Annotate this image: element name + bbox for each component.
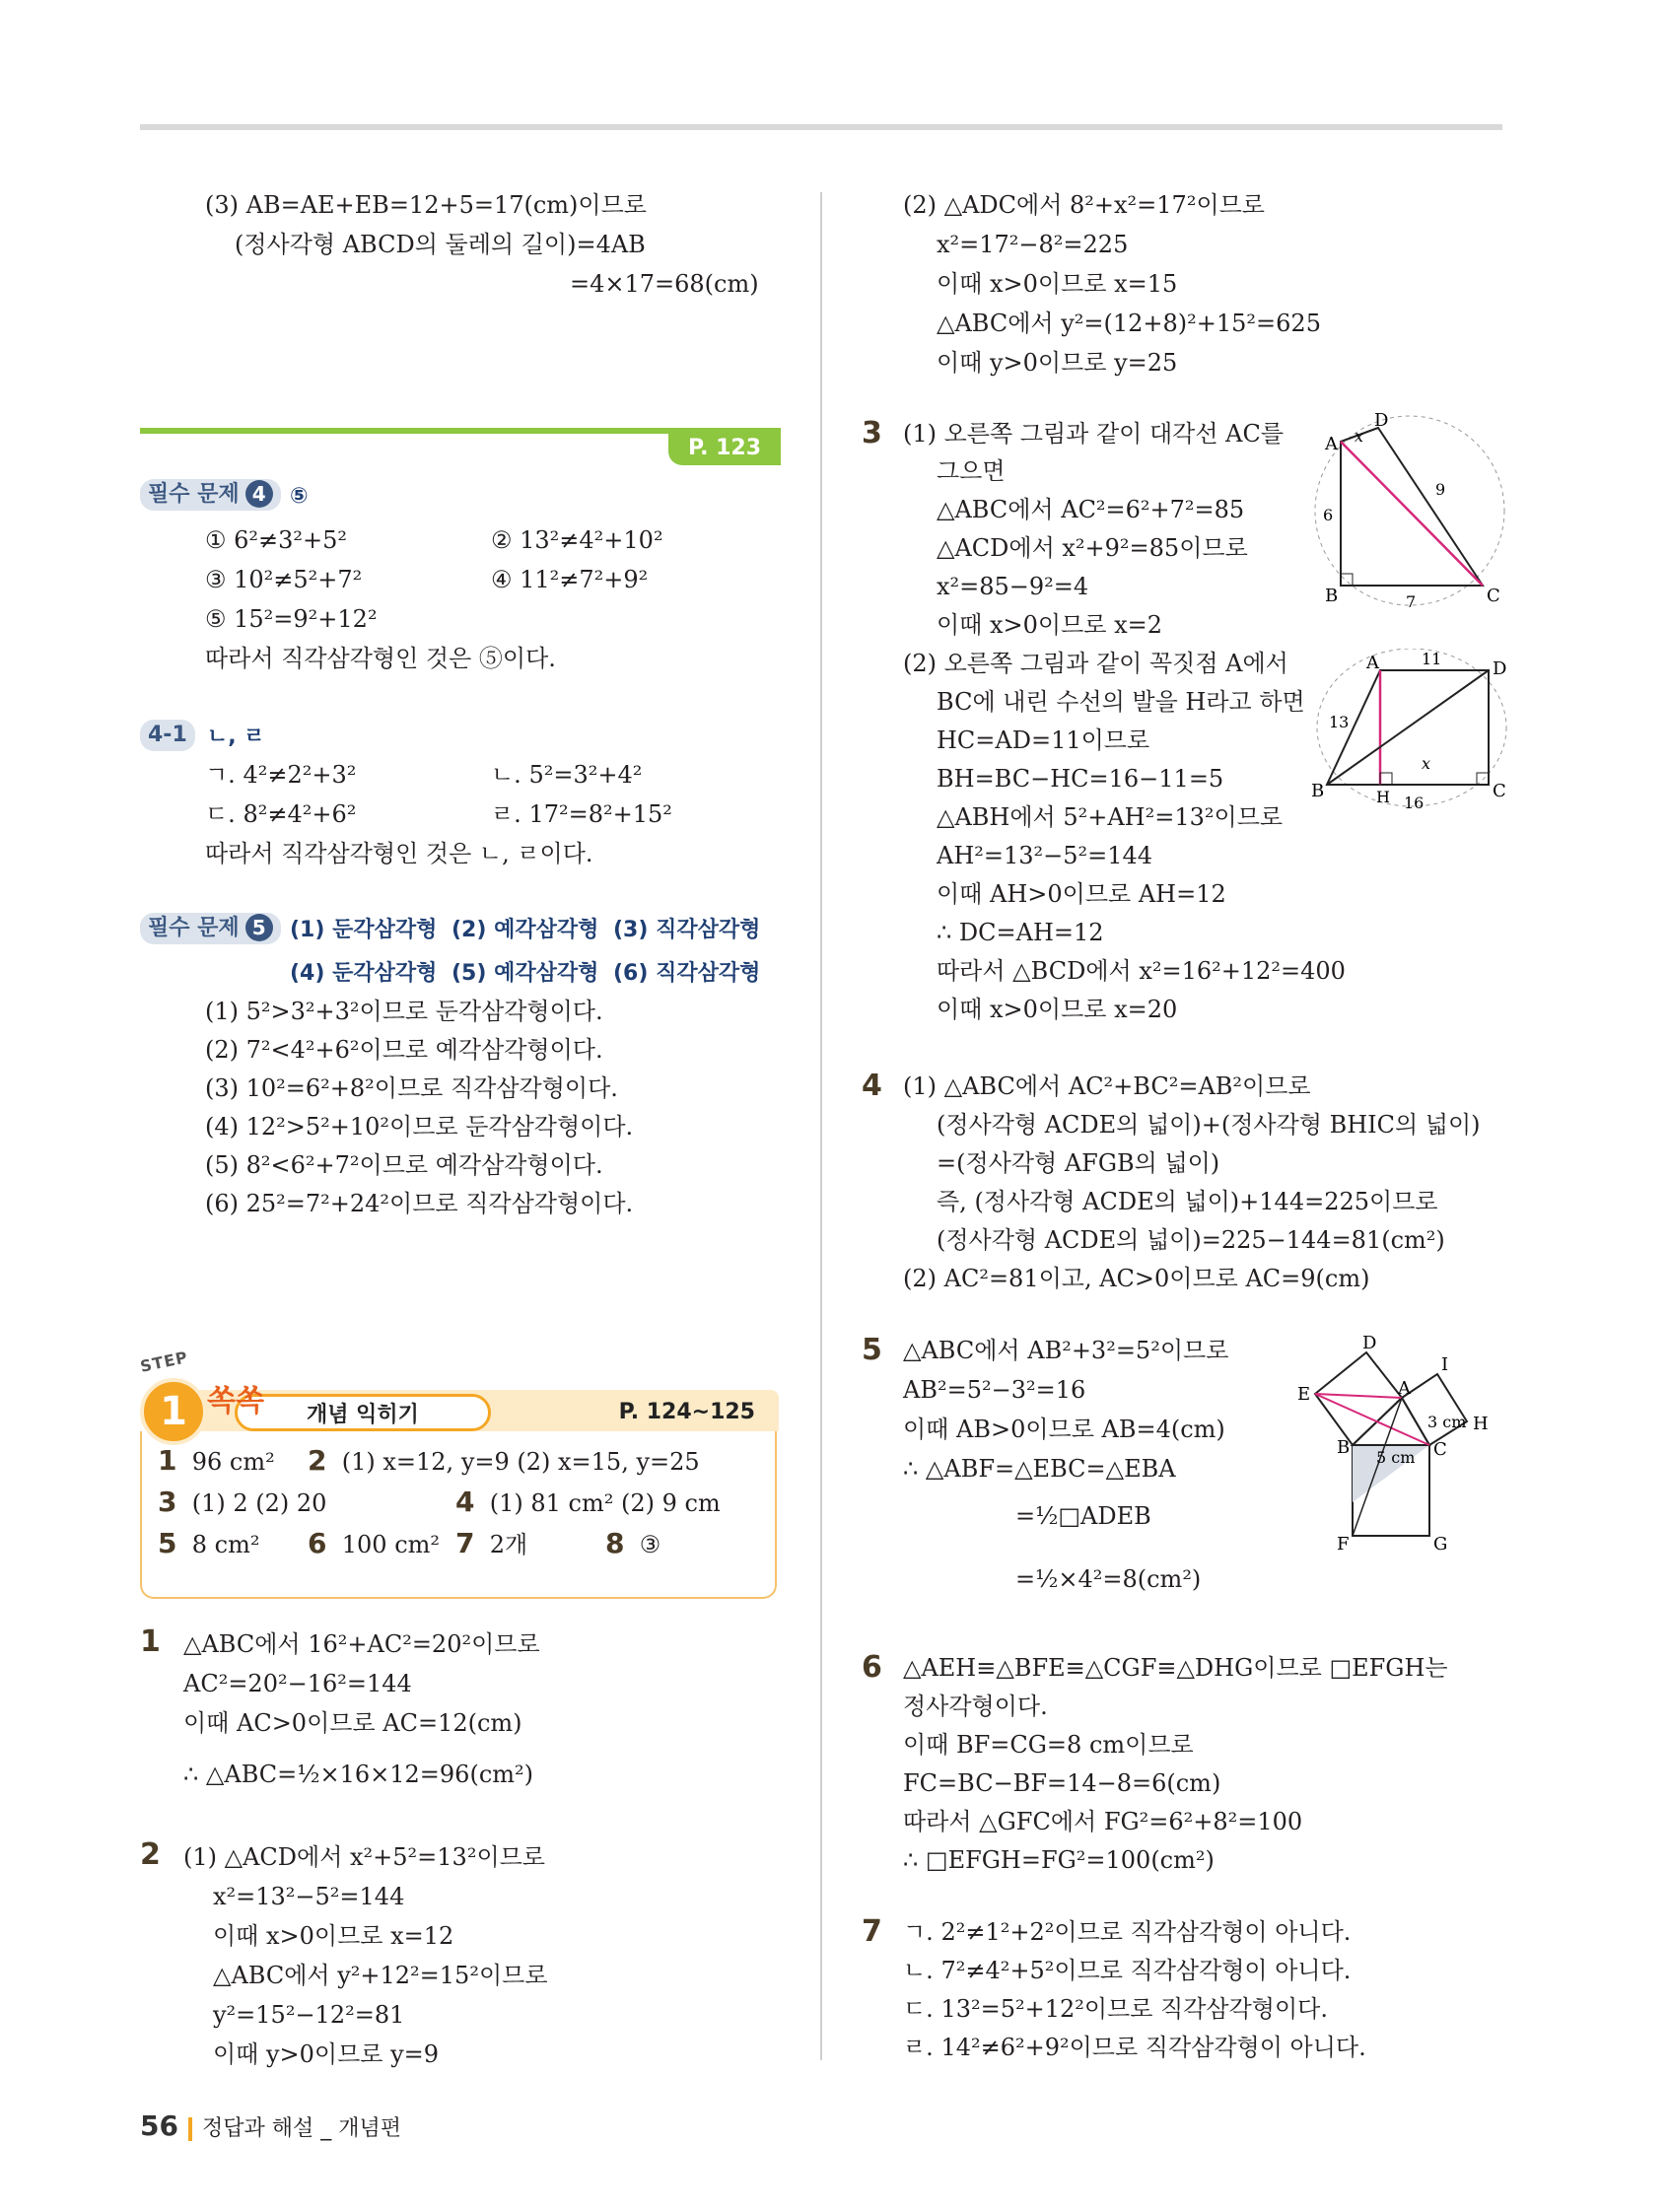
- right-top-line: 이때 x>0이므로 x=15: [937, 270, 1178, 298]
- sol7-line: ㄱ. 2²≠1²+2²이므로 직각삼각형이 아니다.: [903, 1918, 1352, 1946]
- fig3-label-A: A: [1325, 434, 1338, 454]
- sol3-line: △ABH에서 5²+AH²=13²이므로: [937, 803, 1284, 831]
- step-answer-5: [158, 1528, 259, 1560]
- sol1-line: AC²=20²−16²=144: [183, 1670, 412, 1697]
- fig5-label-G: G: [1433, 1534, 1448, 1555]
- step-answer-num: 6: [308, 1527, 327, 1559]
- top-rule: [140, 124, 1502, 130]
- sol3-line: ∴ DC=AH=12: [937, 919, 1104, 946]
- step-answer-7: [455, 1528, 527, 1560]
- step1-header: [179, 1390, 779, 1431]
- prob41-line: ㄱ. 4²≠2²+3²: [205, 761, 357, 789]
- sol7-line: ㄴ. 7²≠4²+5²이므로 직각삼각형이 아니다.: [903, 1957, 1352, 1984]
- footer-text: 정답과 해설 _ 개념편: [201, 2116, 401, 2141]
- sol2-number: 2: [140, 1837, 161, 1872]
- sol1-line: △ABC에서 16²+AC²=20²이므로: [183, 1630, 540, 1658]
- footer-bar: [188, 2117, 192, 2141]
- step-answer-6: [308, 1528, 440, 1560]
- prob41-line: ㄹ. 17²=8²+15²: [491, 800, 672, 828]
- footer: [140, 2109, 401, 2142]
- prob41-answer: ㄴ, ㄹ: [207, 725, 265, 749]
- sol4-line: (정사각형 ACDE의 넓이)=225−144=81(cm²): [937, 1226, 1445, 1254]
- sol3-line: x²=85−9²=4: [937, 573, 1089, 600]
- sol1-line: 이때 AC>0이므로 AC=12(cm): [183, 1709, 522, 1737]
- step-answer-text: (1) 2 (2) 20: [191, 1489, 327, 1517]
- left-top-line-1: (3) AB=AE+EB=12+5=17(cm)이므로: [205, 191, 647, 219]
- prob41-line: ㄷ. 8²≠4²+6²: [205, 800, 357, 828]
- prob5-line: (3) 10²=6²+8²이므로 직각삼각형이다.: [205, 1074, 618, 1102]
- fig3-label-D: D: [1374, 412, 1389, 431]
- prob5-answer: (1) 둔각삼각형: [290, 918, 438, 942]
- prob5-badge-num: 5: [245, 914, 273, 941]
- column-divider: [820, 192, 822, 2060]
- sol3-line: 이때 AH>0이므로 AH=12: [937, 880, 1226, 908]
- step1-answers: [140, 1431, 777, 1599]
- sol4-line: =(정사각형 AFGB의 넓이): [937, 1149, 1220, 1177]
- fig3-label-x: x: [1355, 427, 1364, 446]
- step-answer-4: [455, 1486, 721, 1519]
- fig3b-label-x: x: [1422, 754, 1431, 773]
- sol3-line: HC=AD=11이므로: [937, 726, 1150, 754]
- prob41-conclusion: 따라서 직각삼각형인 것은 ㄴ, ㄹ이다.: [205, 840, 593, 867]
- sol2-line: 이때 y>0이므로 y=9: [213, 2040, 440, 2068]
- fig5-pythagoras: [1291, 1335, 1508, 1563]
- page-number: 56: [140, 2109, 178, 2142]
- step1-box: [138, 1348, 779, 1599]
- page-tab: P. 123: [668, 432, 781, 465]
- sol3-line: (1) 오른쪽 그림과 같이 대각선 AC를: [903, 420, 1285, 448]
- prob4-badge: [140, 479, 281, 511]
- fig3b-label-C: C: [1493, 781, 1506, 801]
- sol6-line: 따라서 △GFC에서 FG²=6²+8²=100: [903, 1808, 1303, 1835]
- sol1-number: 1: [140, 1624, 161, 1659]
- right-top-line: △ABC에서 y²=(12+8)²+15²=625: [937, 310, 1321, 337]
- sol1-line: ∴ △ABC=½×16×12=96(cm²): [183, 1761, 533, 1788]
- fig5-label-C: C: [1433, 1439, 1447, 1460]
- sol5-line: △ABC에서 AB²+3²=5²이므로: [903, 1337, 1229, 1364]
- fig3b-diagonal: [1327, 670, 1489, 785]
- sol2-line: (1) △ACD에서 x²+5²=13²이므로: [183, 1843, 545, 1871]
- fig5-label-D: D: [1362, 1335, 1377, 1353]
- fig3-quad: [1341, 428, 1483, 586]
- fig3-label-7: 7: [1406, 592, 1417, 609]
- step-answer-8: [605, 1528, 660, 1560]
- sol5-number: 5: [862, 1333, 882, 1367]
- fig3b-label-H: H: [1376, 788, 1390, 806]
- sol7-line: ㄹ. 14²≠6²+9²이므로 직각삼각형이 아니다.: [903, 2034, 1366, 2061]
- fig5-label-B: B: [1337, 1437, 1351, 1458]
- step-answer-text: 2개: [489, 1531, 528, 1558]
- prob5-answer: (4) 둔각삼각형: [290, 961, 438, 986]
- fig3b-right-angle-h: [1380, 773, 1392, 785]
- sol6-line: FC=BC−BF=14−8=6(cm): [903, 1769, 1221, 1797]
- fig5-label-E: E: [1297, 1384, 1311, 1405]
- prob4-line: ③ 10²≠5²+7²: [205, 566, 363, 593]
- step-answer-num: 8: [605, 1527, 625, 1559]
- sol3-line: 그으면: [937, 457, 1006, 485]
- step-answer-text: 8 cm²: [191, 1531, 260, 1558]
- prob4-line: ① 6²≠3²+5²: [205, 526, 348, 554]
- fig3-right-angle: [1341, 574, 1353, 586]
- prob4-badge-num: 4: [245, 480, 273, 508]
- fig5-line-ea: [1315, 1394, 1402, 1398]
- fig5-label-3cm: 3 cm: [1427, 1413, 1467, 1431]
- prob4-badge-label: 필수 문제: [148, 482, 240, 507]
- step1-title: 개념 익히기: [235, 1394, 491, 1431]
- sol5-line: 이때 AB>0이므로 AB=4(cm): [903, 1416, 1225, 1443]
- fig3-label-B: B: [1325, 586, 1339, 606]
- prob5-line: (1) 5²>3²+3²이므로 둔각삼각형이다.: [205, 998, 603, 1025]
- step-answer-text: 96 cm²: [191, 1448, 275, 1476]
- step-answer-text: 100 cm²: [341, 1531, 441, 1558]
- sol6-number: 6: [862, 1650, 882, 1685]
- step-word: STEP: [138, 1348, 190, 1376]
- sol7-line: ㄷ. 13²=5²+12²이므로 직각삼각형이다.: [903, 1995, 1328, 2023]
- prob41-badge: 4-1: [140, 720, 195, 751]
- sol6-line: ∴ □EFGH=FG²=100(cm²): [903, 1846, 1215, 1874]
- fig3b-label-13: 13: [1329, 713, 1350, 731]
- prob5-answer: (3) 직각삼각형: [613, 918, 761, 942]
- fig3-label-6: 6: [1323, 506, 1334, 524]
- sol3-line: AH²=13²−5²=144: [937, 842, 1153, 869]
- sol5-line: ∴ △ABF=△EBC=△EBA: [903, 1455, 1176, 1483]
- fig5-label-F: F: [1337, 1534, 1350, 1555]
- prob4-answer: ⑤: [290, 484, 309, 509]
- sol6-line: △AEH≡△BFE≡△CGF≡△DHG이므로 □EFGH는: [903, 1654, 1448, 1682]
- sol5-line: AB²=5²−3²=16: [903, 1376, 1086, 1404]
- prob4-line: ⑤ 15²=9²+12²: [205, 605, 378, 633]
- fig3-diagonal: [1341, 442, 1483, 586]
- sol5-line: =½×4²=8(cm²): [1015, 1565, 1202, 1593]
- fig5-triangle: [1353, 1398, 1429, 1445]
- fig3-quadrilateral: [1311, 412, 1508, 609]
- step-answer-num: 4: [455, 1486, 475, 1518]
- step-answer-num: 1: [158, 1444, 177, 1477]
- sol3-line: 이때 x>0이므로 x=2: [937, 611, 1163, 639]
- sol4-line: (1) △ABC에서 AC²+BC²=AB²이므로: [903, 1072, 1311, 1100]
- sol2-line: △ABC에서 y²+12²=15²이므로: [213, 1962, 548, 1989]
- sol6-line: 이때 BF=CG=8 cm이므로: [903, 1731, 1194, 1759]
- sol2-line: 이때 x>0이므로 x=12: [213, 1922, 454, 1950]
- fig3-label-9: 9: [1435, 480, 1446, 499]
- fig3-trapezoid: [1311, 649, 1508, 816]
- sol7-number: 7: [862, 1914, 882, 1949]
- prob4-line: ② 13²≠4²+10²: [491, 526, 663, 554]
- prob4-line: ④ 11²≠7²+9²: [491, 566, 649, 593]
- right-top-line: 이때 y>0이므로 y=25: [937, 349, 1178, 377]
- fig3b-label-16: 16: [1404, 794, 1425, 812]
- step-answer-num: 2: [308, 1444, 327, 1477]
- right-top-line: (2) △ADC에서 8²+x²=17²이므로: [903, 191, 1265, 219]
- step-answer-3: [158, 1486, 326, 1519]
- sol3-line: (2) 오른쪽 그림과 같이 꼭짓점 A에서: [903, 650, 1288, 677]
- prob5-line: (6) 25²=7²+24²이므로 직각삼각형이다.: [205, 1190, 634, 1217]
- prob41-line: ㄴ. 5²=3²+4²: [491, 761, 643, 789]
- sol3-line: △ABC에서 AC²=6²+7²=85: [937, 496, 1245, 523]
- fig5-square-right: [1402, 1374, 1467, 1445]
- step-answer-text: (1) x=12, y=9 (2) x=15, y=25: [341, 1448, 700, 1476]
- sol5-line: =½□ADEB: [1015, 1502, 1151, 1530]
- fig5-label-I: I: [1441, 1354, 1449, 1375]
- step-answer-text: (1) 81 cm² (2) 9 cm: [489, 1489, 721, 1517]
- step1-number: 1: [140, 1378, 207, 1445]
- fig5-label-5cm: 5 cm: [1376, 1448, 1416, 1467]
- step-answer-1: [158, 1445, 275, 1478]
- left-top-line-2: (정사각형 ABCD의 둘레의 길이)=4AB: [235, 231, 646, 258]
- prob5-line: (5) 8²<6²+7²이므로 예각삼각형이다.: [205, 1151, 603, 1179]
- fig3-label-C: C: [1487, 586, 1500, 606]
- fig3b-label-D: D: [1493, 658, 1507, 679]
- sol4-line: (2) AC²=81이고, AC>0이므로 AC=9(cm): [903, 1265, 1370, 1292]
- step-answer-num: 3: [158, 1486, 177, 1518]
- fig5-line-ec: [1315, 1394, 1429, 1445]
- fig3b-label-11: 11: [1422, 650, 1442, 668]
- sol3-line: 이때 x>0이므로 x=20: [937, 996, 1178, 1023]
- prob5-badge: [140, 913, 281, 944]
- sol3-line: △ACD에서 x²+9²=85이므로: [937, 534, 1248, 562]
- sol4-line: 즉, (정사각형 ACDE의 넓이)+144=225이므로: [937, 1188, 1438, 1215]
- prob5-answer: (6) 직각삼각형: [613, 961, 761, 986]
- prob5-line: (4) 12²>5²+10²이므로 둔각삼각형이다.: [205, 1113, 634, 1141]
- sol6-line: 정사각형이다.: [903, 1693, 1048, 1720]
- step1-ssuk: 쏙쏙: [207, 1384, 264, 1418]
- step1-pages: P. 124~125: [618, 1400, 755, 1424]
- sol4-number: 4: [862, 1069, 882, 1103]
- sol3-number: 3: [862, 416, 882, 450]
- step-answer-2: [308, 1445, 700, 1478]
- fig5-label-H: H: [1473, 1414, 1489, 1434]
- fig5-label-A: A: [1398, 1378, 1411, 1399]
- prob5-badge-label: 필수 문제: [148, 916, 240, 940]
- prob5-answer: (2) 예각삼각형: [452, 918, 599, 942]
- sol2-line: y²=15²−12²=81: [213, 2001, 405, 2029]
- fig3b-label-A: A: [1366, 653, 1379, 673]
- prob4-conclusion: 따라서 직각삼각형인 것은 ⑤이다.: [205, 645, 556, 672]
- sol3-line: BH=BC−HC=16−11=5: [937, 765, 1224, 793]
- step-answer-num: 7: [455, 1527, 475, 1559]
- sol2-line: x²=13²−5²=144: [213, 1883, 405, 1910]
- sol4-line: (정사각형 ACDE의 넓이)+(정사각형 BHIC의 넓이): [937, 1111, 1481, 1139]
- sol3-line: BC에 내린 수선의 발을 H라고 하면: [937, 688, 1305, 716]
- prob5-line: (2) 7²<4²+6²이므로 예각삼각형이다.: [205, 1036, 603, 1064]
- right-top-line: x²=17²−8²=225: [937, 231, 1129, 258]
- fig3b-label-B: B: [1311, 781, 1325, 801]
- sol3-line: 따라서 △BCD에서 x²=16²+12²=400: [937, 957, 1346, 985]
- left-top-line-3: =4×17=68(cm): [570, 270, 759, 298]
- step-answer-num: 5: [158, 1527, 177, 1559]
- step-answer-text: ③: [639, 1531, 661, 1558]
- prob5-answer: (5) 예각삼각형: [452, 961, 599, 986]
